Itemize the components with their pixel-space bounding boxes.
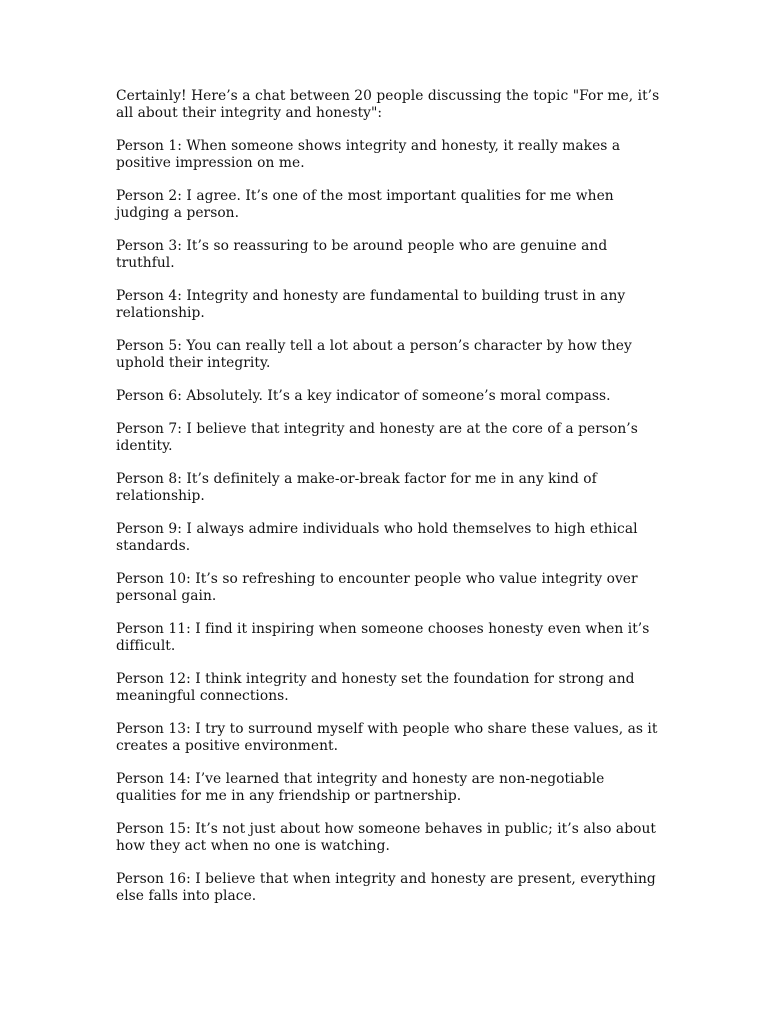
- person-8-line: Person 8: It’s definitely a make-or-break factor for me in any kind of relationship.: [116, 471, 597, 504]
- person-2-line: Person 2: I agree. It’s one of the most important qualities for me when judging a person.: [116, 188, 614, 221]
- person-10-line: Person 10: It’s so refreshing to encounter people who value integrity over personal gain.: [116, 571, 638, 604]
- document-body: [116, 88, 661, 921]
- person-15-line: Person 15: It’s not just about how someone behaves in public; it’s also about how they act when no one is watching.: [116, 821, 656, 854]
- person-4-line: Person 4: Integrity and honesty are fundamental to building trust in any relationship.: [116, 288, 626, 321]
- intro-paragraph: Certainly! Here’s a chat between 20 people discussing the topic "For me, it’s all about their integrity and honesty":: [116, 88, 660, 121]
- person-12-line: Person 12: I think integrity and honesty set the foundation for strong and meaningful connections.: [116, 671, 635, 704]
- person-1-line: Person 1: When someone shows integrity and honesty, it really makes a positive impression on me.: [116, 138, 621, 171]
- person-3-line: Person 3: It’s so reassuring to be around people who are genuine and truthful.: [116, 238, 608, 271]
- person-14-line: Person 14: I’ve learned that integrity and honesty are non-negotiable qualities for me in any friendship or partnership.: [116, 771, 605, 804]
- person-13-line: Person 13: I try to surround myself with people who share these values, as it creates a positive environment.: [116, 721, 658, 754]
- person-9-line: Person 9: I always admire individuals who hold themselves to high ethical standards.: [116, 521, 638, 554]
- person-11-line: Person 11: I find it inspiring when someone chooses honesty even when it’s difficult.: [116, 621, 650, 654]
- person-5-line: Person 5: You can really tell a lot about a person’s character by how they uphold their integrity.: [116, 338, 632, 371]
- person-6-line: Person 6: Absolutely. It’s a key indicator of someone’s moral compass.: [116, 388, 611, 404]
- person-7-line: Person 7: I believe that integrity and honesty are at the core of a person’s identity.: [116, 421, 638, 454]
- person-16-line: Person 16: I believe that when integrity and honesty are present, everything else falls into place.: [116, 871, 656, 904]
